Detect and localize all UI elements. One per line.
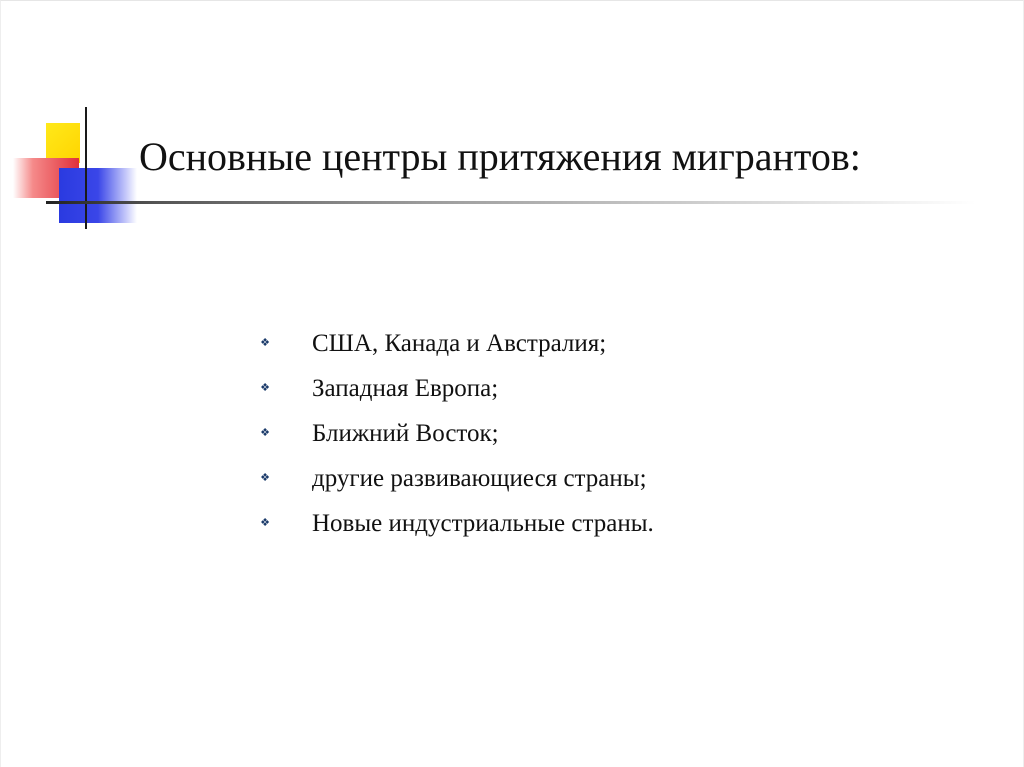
list-item-text: Ближний Восток;: [312, 419, 499, 447]
title-underline-rule: [46, 201, 976, 204]
list-item-text: другие развивающиеся страны;: [312, 464, 647, 492]
list-item: [259, 456, 654, 501]
slide-title: Основные центры притяжения мигрантов:: [139, 134, 861, 179]
vertical-rule-decoration: [85, 107, 87, 229]
diamond-dots-bullet-icon: ❖: [260, 472, 270, 484]
list-item: [259, 321, 654, 366]
list-item-text: Западная Европа;: [312, 374, 499, 402]
diamond-dots-bullet-icon: ❖: [260, 427, 270, 439]
bullet-list: [259, 321, 654, 546]
yellow-square-decoration: [46, 123, 80, 163]
list-item: [259, 501, 654, 546]
diamond-dots-bullet-icon: ❖: [260, 382, 270, 394]
list-item: [259, 366, 654, 411]
diamond-dots-bullet-icon: ❖: [260, 517, 270, 529]
blue-square-decoration: [59, 168, 137, 223]
list-item-text: США, Канада и Австралия;: [312, 329, 607, 357]
diamond-dots-bullet-icon: ❖: [260, 337, 270, 349]
list-item-text: Новые индустриальные страны.: [312, 509, 654, 537]
list-item: [259, 411, 654, 456]
